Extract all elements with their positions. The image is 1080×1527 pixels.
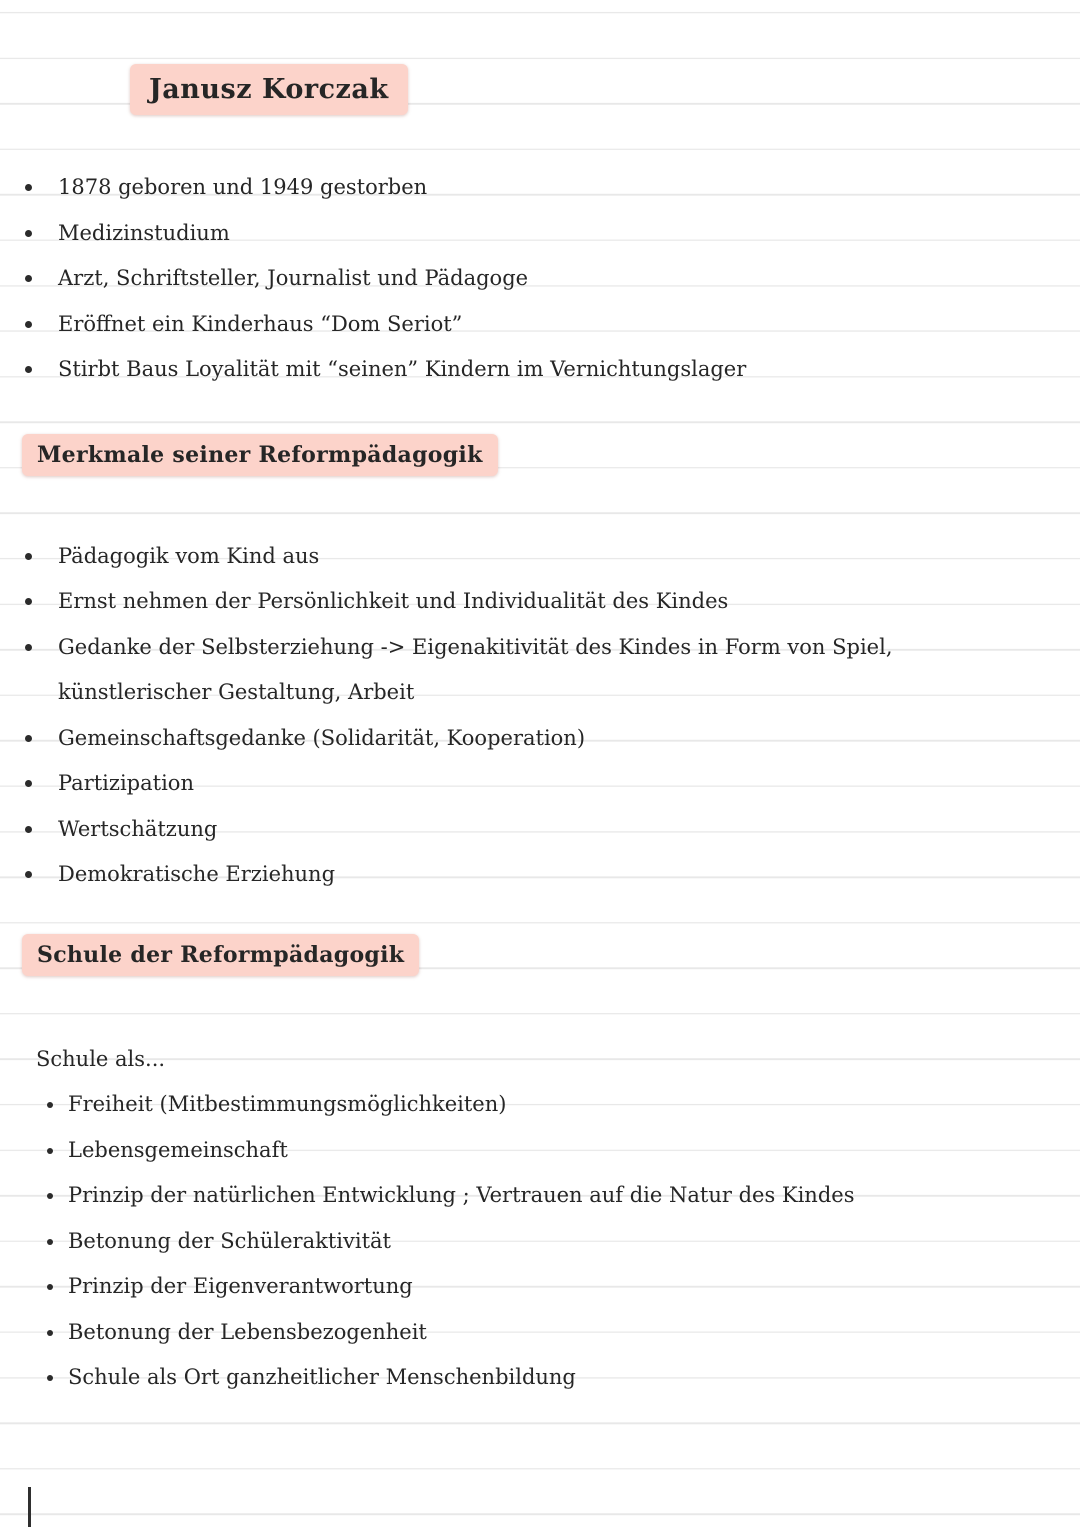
bullet-dot-icon: [47, 1239, 53, 1245]
bullet-dot-icon: [25, 275, 32, 282]
bullet-dot-icon: [25, 366, 32, 373]
list-item: [47, 1219, 997, 1265]
bullet-dot-icon: [25, 553, 32, 560]
list-item-text: Demokratische Erziehung: [58, 862, 336, 886]
section-heading-merkmale-reformpaedagogik: Merkmale seiner Reformpädagogik: [22, 434, 498, 476]
list-item-text: Schule als Ort ganzheitlicher Menschenbildung: [68, 1365, 576, 1389]
list-item-text: Ernst nehmen der Persönlichkeit und Individualität des Kindes: [58, 589, 729, 613]
list-item-text: Prinzip der natürlichen Entwicklung ; Vertrauen auf die Natur des Kindes: [68, 1183, 855, 1207]
list-item-text: Gedanke der Selbsterziehung -> Eigenakitivität des Kindes in Form von Spiel, künstlerischer Gestaltung, Arbeit: [58, 634, 893, 704]
bullet-dot-icon: [25, 826, 32, 833]
list-item-text: Eröffnet ein Kinderhaus “Dom Seriot”: [58, 311, 463, 336]
list-item: [22, 761, 922, 807]
bullet-dot-icon: [25, 230, 32, 237]
list-item: [47, 1173, 997, 1219]
merkmale-list: [22, 534, 922, 898]
korczak-facts-list: [22, 165, 982, 393]
schule-intro-text: Schule als...: [36, 1046, 166, 1071]
bullet-dot-icon: [47, 1284, 53, 1290]
list-item-text: Medizinstudium: [58, 220, 230, 245]
list-item: [47, 1264, 997, 1310]
list-item: [22, 211, 982, 257]
list-item-text: Freiheit (Mitbestimmungsmöglichkeiten): [68, 1092, 507, 1116]
schule-list: [47, 1082, 997, 1401]
list-item: [22, 165, 982, 211]
bullet-dot-icon: [25, 735, 32, 742]
list-item: [47, 1082, 997, 1128]
bullet-dot-icon: [25, 184, 32, 191]
bullet-dot-icon: [25, 644, 32, 651]
list-item: [47, 1355, 997, 1401]
bullet-dot-icon: [47, 1102, 53, 1108]
section-heading-schule-reformpaedagogik: Schule der Reformpädagogik: [22, 934, 419, 976]
list-item-text: Gemeinschaftsgedanke (Solidarität, Kooperation): [58, 725, 586, 750]
bullet-dot-icon: [25, 780, 32, 787]
list-item: [22, 716, 922, 762]
list-item-text: Partizipation: [58, 771, 194, 795]
list-item-text: Prinzip der Eigenverantwortung: [68, 1274, 413, 1298]
list-item: [22, 579, 922, 625]
section-row-schule: [22, 934, 1080, 976]
list-item-text: Betonung der Lebensbezogenheit: [68, 1319, 427, 1344]
list-item-text: Lebensgemeinschaft: [68, 1137, 288, 1162]
list-item-text: 1878 geboren und 1949 gestorben: [58, 175, 428, 199]
list-item: [47, 1310, 997, 1356]
list-item: [22, 256, 982, 302]
list-item-text: Stirbt Baus Loyalität mit “seinen” Kindern im Vernichtungslager: [58, 357, 747, 381]
bullet-dot-icon: [47, 1330, 53, 1336]
list-item-text: Betonung der Schüleraktivität: [68, 1228, 391, 1253]
list-item-text: Arzt, Schriftsteller, Journalist und Pädagoge: [58, 266, 529, 290]
bullet-dot-icon: [47, 1148, 53, 1154]
bullet-dot-icon: [47, 1193, 53, 1199]
section-heading-janusz-korczak: Janusz Korczak: [130, 64, 408, 115]
list-item: [22, 807, 922, 853]
section-row-korczak: [130, 64, 1080, 115]
list-item: [47, 1128, 997, 1174]
list-item: [22, 534, 922, 580]
list-item: [22, 852, 922, 898]
list-item-text: Wertschätzung: [58, 816, 218, 841]
list-item: [22, 347, 982, 393]
bullet-dot-icon: [47, 1375, 53, 1381]
bullet-dot-icon: [25, 598, 32, 605]
bullet-dot-icon: [25, 871, 32, 878]
pen-stroke: [28, 1487, 31, 1527]
list-item: [22, 625, 922, 716]
list-item-text: Pädagogik vom Kind aus: [58, 543, 320, 568]
section-row-merkmale: [22, 434, 1080, 476]
bullet-dot-icon: [25, 321, 32, 328]
list-item: [22, 302, 982, 348]
